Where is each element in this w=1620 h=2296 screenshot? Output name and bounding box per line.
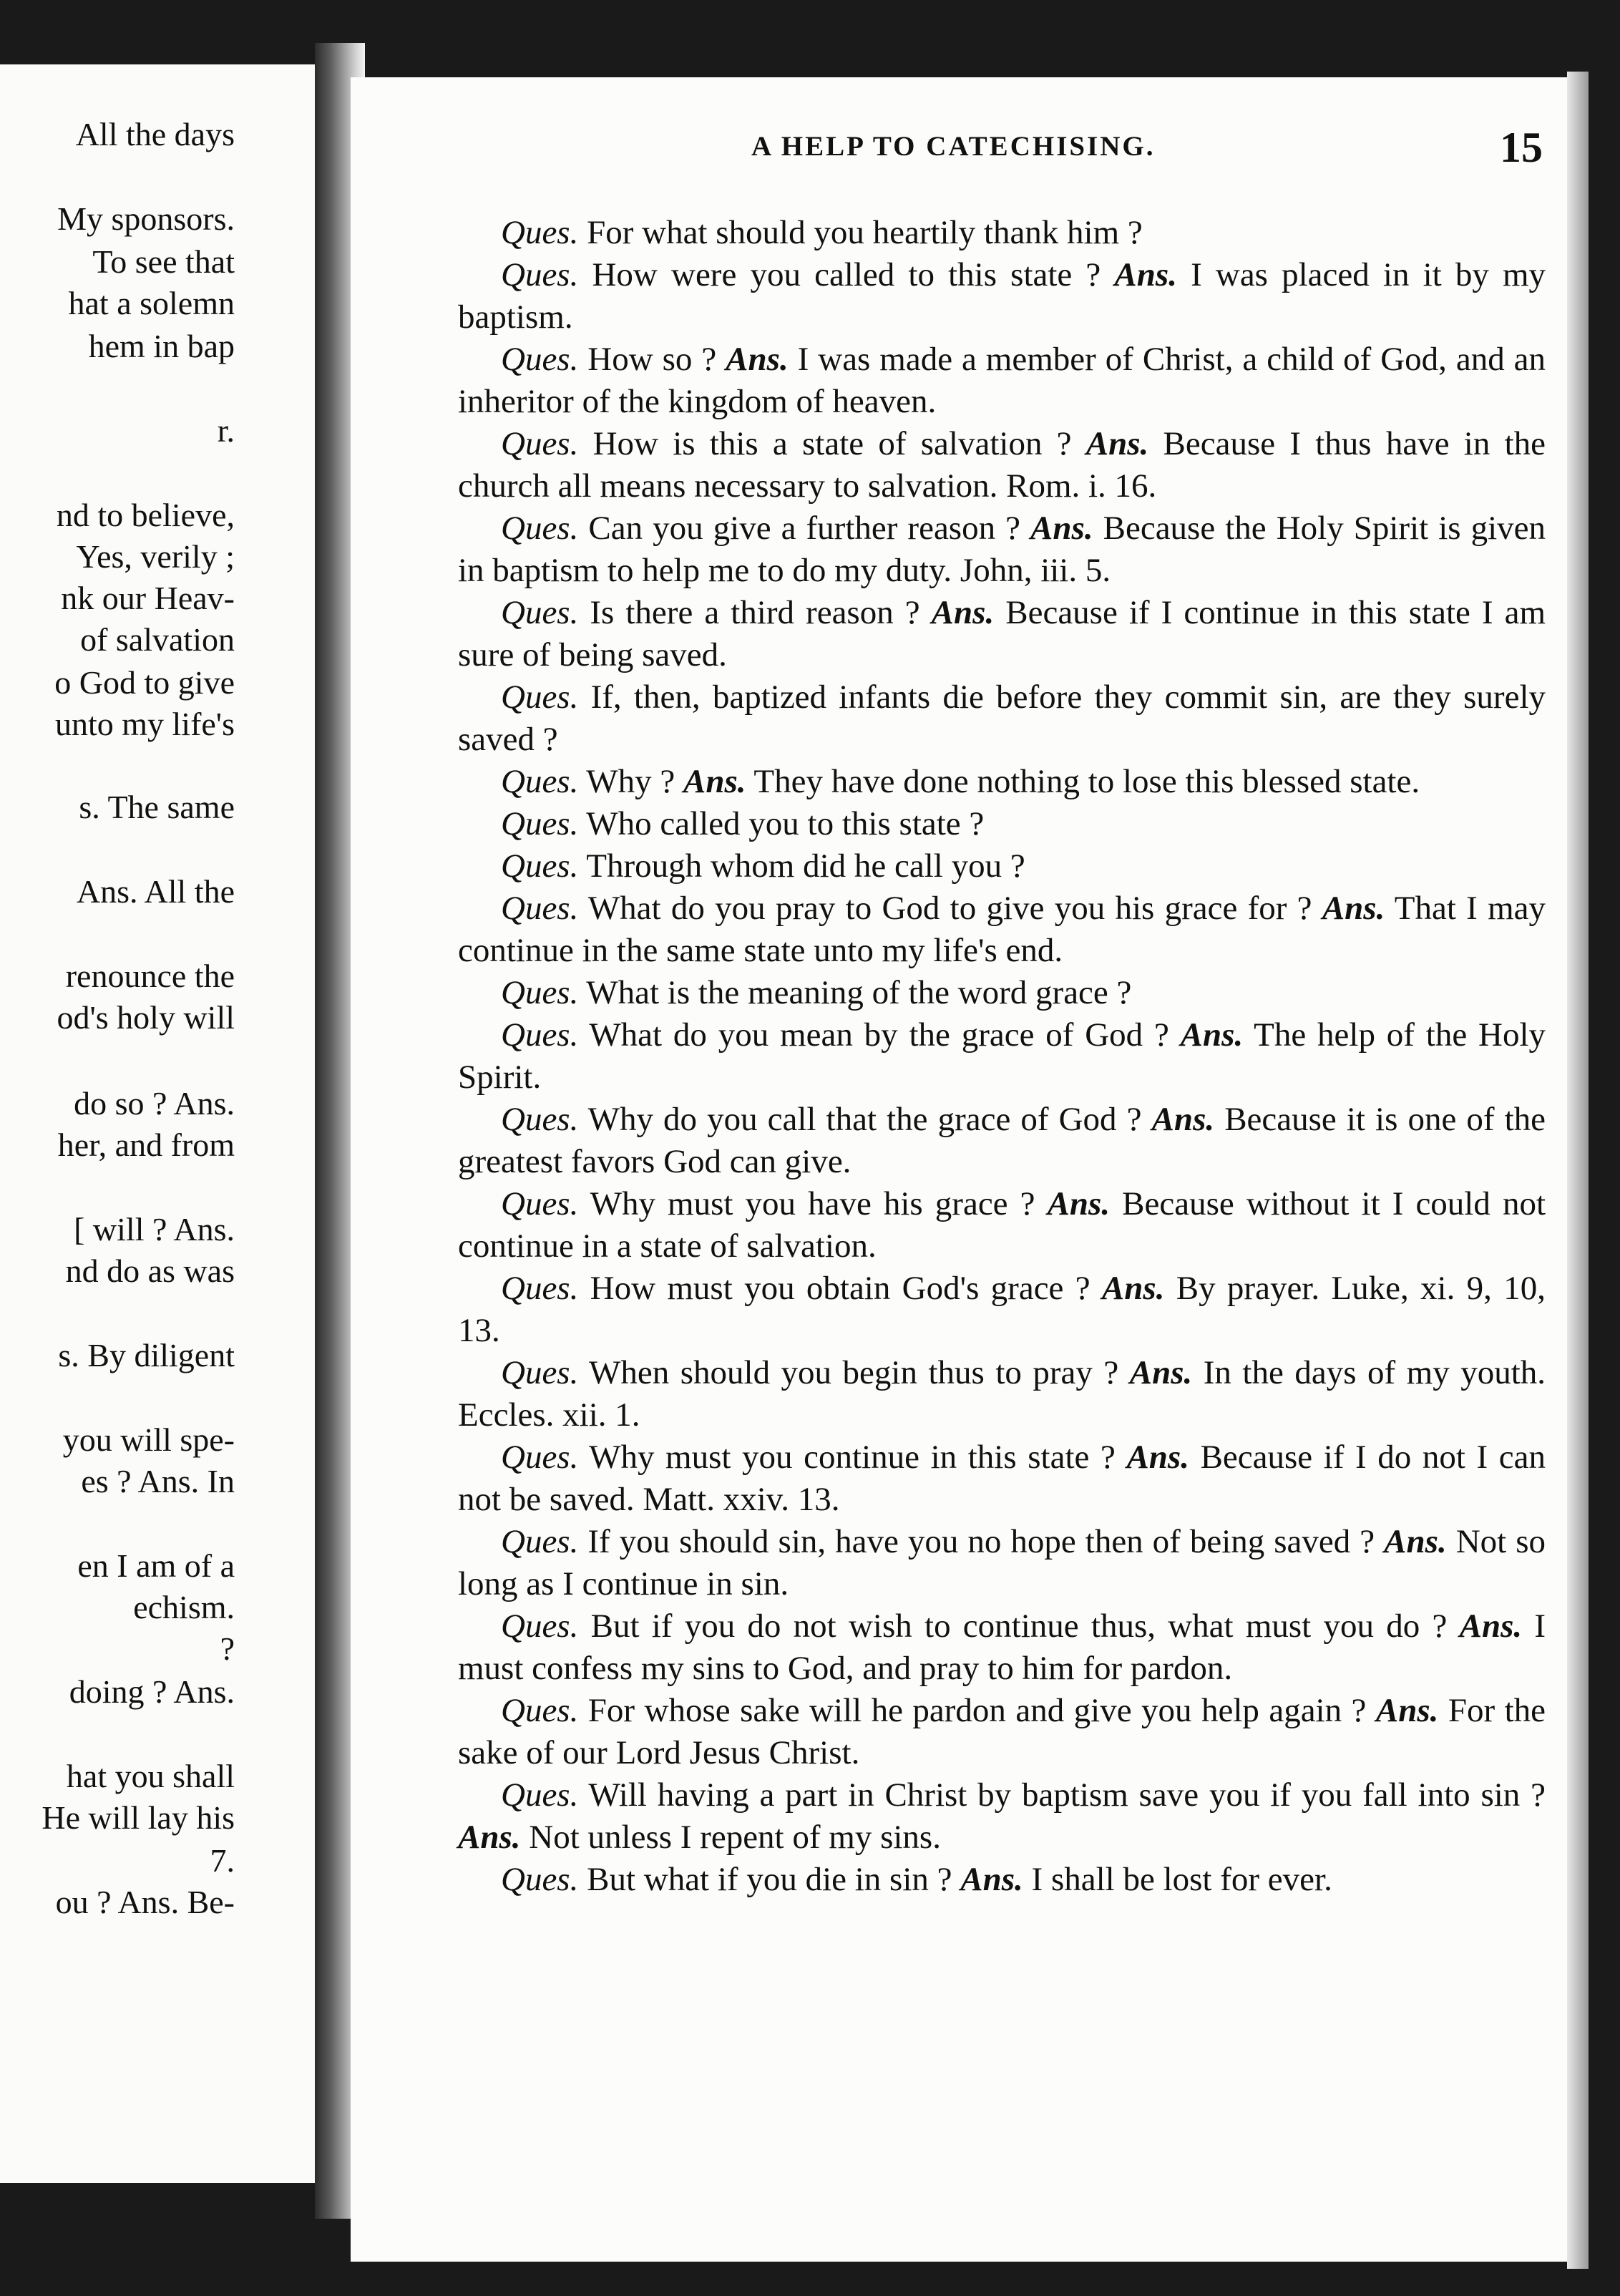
question-text: Can you give a further reason ? <box>588 510 1020 547</box>
ans-label: Ans. <box>1384 1523 1447 1560</box>
ans-label: Ans. <box>1030 510 1093 547</box>
qa-entry <box>458 1774 1546 1859</box>
qa-entry <box>458 887 1546 972</box>
left-page-line: of salvation <box>80 621 235 658</box>
left-page-line: es ? Ans. In <box>81 1463 235 1499</box>
left-page-line: Yes, verily ; <box>76 538 235 575</box>
ques-label: Ques. <box>501 214 579 251</box>
question-text: How so ? <box>587 341 717 378</box>
question-text: Who called you to this state ? <box>586 805 985 842</box>
qa-entry <box>458 1099 1546 1183</box>
question-text: But if you do not wish to continue thus, what must you do ? <box>590 1607 1448 1645</box>
ques-label: Ques. <box>501 1692 579 1729</box>
left-page-line: renounce the <box>65 958 235 994</box>
ques-label: Ques. <box>501 594 579 631</box>
left-page-line: [ will ? Ans. <box>74 1211 235 1247</box>
qa-entry <box>458 507 1546 592</box>
qa-entry <box>458 212 1546 254</box>
ans-label: Ans. <box>960 1861 1023 1898</box>
question-text: But what if you die in sin ? <box>587 1861 952 1898</box>
question-text: If you should sin, have you no hope then of being saved ? <box>587 1523 1375 1560</box>
qa-entry <box>458 1014 1546 1099</box>
ques-label: Ques. <box>501 1607 579 1645</box>
qa-entry <box>458 254 1546 339</box>
right-page <box>351 77 1586 2262</box>
ques-label: Ques. <box>501 890 579 927</box>
left-page-line: s. The same <box>79 789 235 825</box>
ques-label: Ques. <box>501 1185 579 1222</box>
answer-text: That I may continue in the same state unto my life's end. <box>458 890 1546 969</box>
left-page-line: do so ? Ans. <box>74 1085 235 1122</box>
left-page-line: nd do as was <box>65 1252 235 1289</box>
answer-text: I must confess my sins to God, and pray to him for pardon. <box>458 1607 1546 1687</box>
running-head <box>351 123 1586 173</box>
answer-text: Because without it I could not continue in a state of salvation. <box>458 1185 1546 1265</box>
left-page-line: unto my life's <box>54 706 235 742</box>
question-text: When should you begin thus to pray ? <box>589 1354 1119 1391</box>
ques-label: Ques. <box>501 1861 579 1898</box>
left-page-line: ? <box>220 1630 235 1667</box>
question-text: Why do you call that the grace of God ? <box>587 1101 1142 1138</box>
left-page-line: r. <box>217 412 235 449</box>
left-page-line: echism. <box>133 1589 235 1625</box>
ans-label: Ans. <box>726 341 789 378</box>
qa-entry <box>458 1859 1546 1901</box>
ques-label: Ques. <box>501 341 579 378</box>
ans-label: Ans. <box>1126 1439 1189 1476</box>
qa-entry <box>458 423 1546 507</box>
answer-text: The help of the Holy Spirit. <box>458 1016 1546 1096</box>
left-page-line: you will spe- <box>62 1421 235 1458</box>
question-text: If, then, baptized infants die before they commit sin, are they surely saved ? <box>458 678 1546 758</box>
question-text: How is this a state of salvation ? <box>592 425 1072 462</box>
left-page-line: All the days <box>75 116 235 152</box>
ans-label: Ans. <box>1047 1185 1111 1222</box>
ans-label: Ans. <box>458 1819 521 1856</box>
left-page-line: 7. <box>210 1842 235 1879</box>
ans-label: Ans. <box>1322 890 1385 927</box>
left-page-line: her, and from <box>57 1127 235 1163</box>
answer-text: I was placed in it by my baptism. <box>458 256 1546 336</box>
qa-entry <box>458 592 1546 676</box>
ques-label: Ques. <box>501 510 579 547</box>
ans-label: Ans. <box>1085 425 1149 462</box>
qa-entry <box>458 972 1546 1014</box>
ans-label: Ans. <box>683 763 746 800</box>
answer-text: Because if I do not I can not be saved. Matt. xxiv. 13. <box>458 1439 1546 1518</box>
left-page-line: s. By diligent <box>58 1337 235 1373</box>
qa-entry <box>458 676 1546 761</box>
qa-entry <box>458 761 1546 803</box>
qa-entry <box>458 803 1546 845</box>
ques-label: Ques. <box>501 847 579 885</box>
left-page-line: od's holy will <box>57 999 235 1036</box>
ques-label: Ques. <box>501 974 579 1011</box>
answer-text: Because it is one of the greatest favors God can give. <box>458 1101 1546 1180</box>
ques-label: Ques. <box>501 1016 579 1054</box>
qa-entry <box>458 1183 1546 1268</box>
catechism-text <box>458 212 1546 1901</box>
question-text: Why ? <box>586 763 675 800</box>
left-page-line: nk our Heav- <box>61 580 235 616</box>
question-text: What do you pray to God to give you his grace for ? <box>587 890 1312 927</box>
answer-text: Because if I continue in this state I am sure of being saved. <box>458 594 1546 673</box>
qa-entry <box>458 1521 1546 1605</box>
ques-label: Ques. <box>501 1101 579 1138</box>
question-text: What is the meaning of the word grace ? <box>586 974 1132 1011</box>
answer-text: Because I thus have in the church all means necessary to salvation. Rom. i. 16. <box>458 425 1546 505</box>
ans-label: Ans. <box>1101 1270 1165 1307</box>
left-page-line: Ans. All the <box>76 873 235 910</box>
left-page-line: ou ? Ans. Be- <box>55 1884 235 1920</box>
ques-label: Ques. <box>501 763 579 800</box>
question-text: How must you obtain God's grace ? <box>590 1270 1090 1307</box>
ans-label: Ans. <box>1375 1692 1439 1729</box>
ques-label: Ques. <box>501 1270 579 1307</box>
qa-entry <box>458 1352 1546 1436</box>
qa-entry <box>458 1268 1546 1352</box>
answer-text: They have done nothing to lose this blessed state. <box>753 763 1420 800</box>
question-text: For what should you heartily thank him ? <box>587 214 1143 251</box>
ques-label: Ques. <box>501 1439 579 1476</box>
ques-label: Ques. <box>501 256 579 293</box>
left-page-line: en I am of a <box>77 1547 235 1584</box>
left-page-fragment <box>0 64 315 2183</box>
left-page-line: My sponsors. <box>57 200 235 237</box>
ques-label: Ques. <box>501 805 579 842</box>
answer-text: By prayer. Luke, xi. 9, 10, 13. <box>458 1270 1546 1349</box>
left-page-line: hat a solemn <box>68 285 235 321</box>
left-page-line: o God to give <box>54 664 235 701</box>
page-edge <box>1567 72 1589 2269</box>
ans-label: Ans. <box>1129 1354 1193 1391</box>
qa-entry <box>458 845 1546 887</box>
left-page-line: To see that <box>92 243 235 280</box>
answer-text: I shall be lost for ever. <box>1031 1861 1332 1898</box>
left-page-line: He will lay his <box>42 1799 235 1836</box>
ques-label: Ques. <box>501 1776 579 1814</box>
question-text: Why must you have his grace ? <box>590 1185 1035 1222</box>
ans-label: Ans. <box>1114 256 1177 293</box>
qa-entry <box>458 1436 1546 1521</box>
answer-text: For the sake of our Lord Jesus Christ. <box>458 1692 1546 1771</box>
left-page-line: hem in bap <box>88 328 235 364</box>
ans-label: Ans. <box>1459 1607 1523 1645</box>
ques-label: Ques. <box>501 1523 579 1560</box>
question-text: Is there a third reason ? <box>590 594 920 631</box>
qa-entry <box>458 339 1546 423</box>
answer-text: I was made a member of Christ, a child of God, and an inheritor of the kingdom of heaven. <box>458 341 1546 420</box>
ans-label: Ans. <box>1151 1101 1215 1138</box>
running-title: A HELP TO CATECHISING. <box>751 131 1156 162</box>
question-text: How were you called to this state ? <box>592 256 1101 293</box>
answer-text: Because the Holy Spirit is given in baptism to help me to do my duty. John, iii. 5. <box>458 510 1546 589</box>
qa-entry <box>458 1690 1546 1774</box>
ans-label: Ans. <box>931 594 995 631</box>
ans-label: Ans. <box>1180 1016 1244 1054</box>
question-text: Why must you continue in this state ? <box>589 1439 1116 1476</box>
qa-entry <box>458 1605 1546 1690</box>
page-number: 15 <box>1500 124 1543 171</box>
ques-label: Ques. <box>501 1354 579 1391</box>
left-page-line: nd to believe, <box>56 497 235 533</box>
ques-label: Ques. <box>501 678 579 716</box>
question-text: For whose sake will he pardon and give you help again ? <box>587 1692 1367 1729</box>
answer-text: In the days of my youth. Eccles. xii. 1. <box>458 1354 1546 1434</box>
question-text: What do you mean by the grace of God ? <box>589 1016 1169 1054</box>
question-text: Through whom did he call you ? <box>586 847 1025 885</box>
ques-label: Ques. <box>501 425 579 462</box>
answer-text: Not unless I repent of my sins. <box>529 1819 941 1856</box>
question-text: Will having a part in Christ by baptism save you if you fall into sin ? <box>588 1776 1546 1814</box>
left-page-line: doing ? Ans. <box>69 1673 235 1710</box>
answer-text: Not so long as I continue in sin. <box>458 1523 1546 1602</box>
left-page-line: hat you shall <box>66 1758 235 1794</box>
